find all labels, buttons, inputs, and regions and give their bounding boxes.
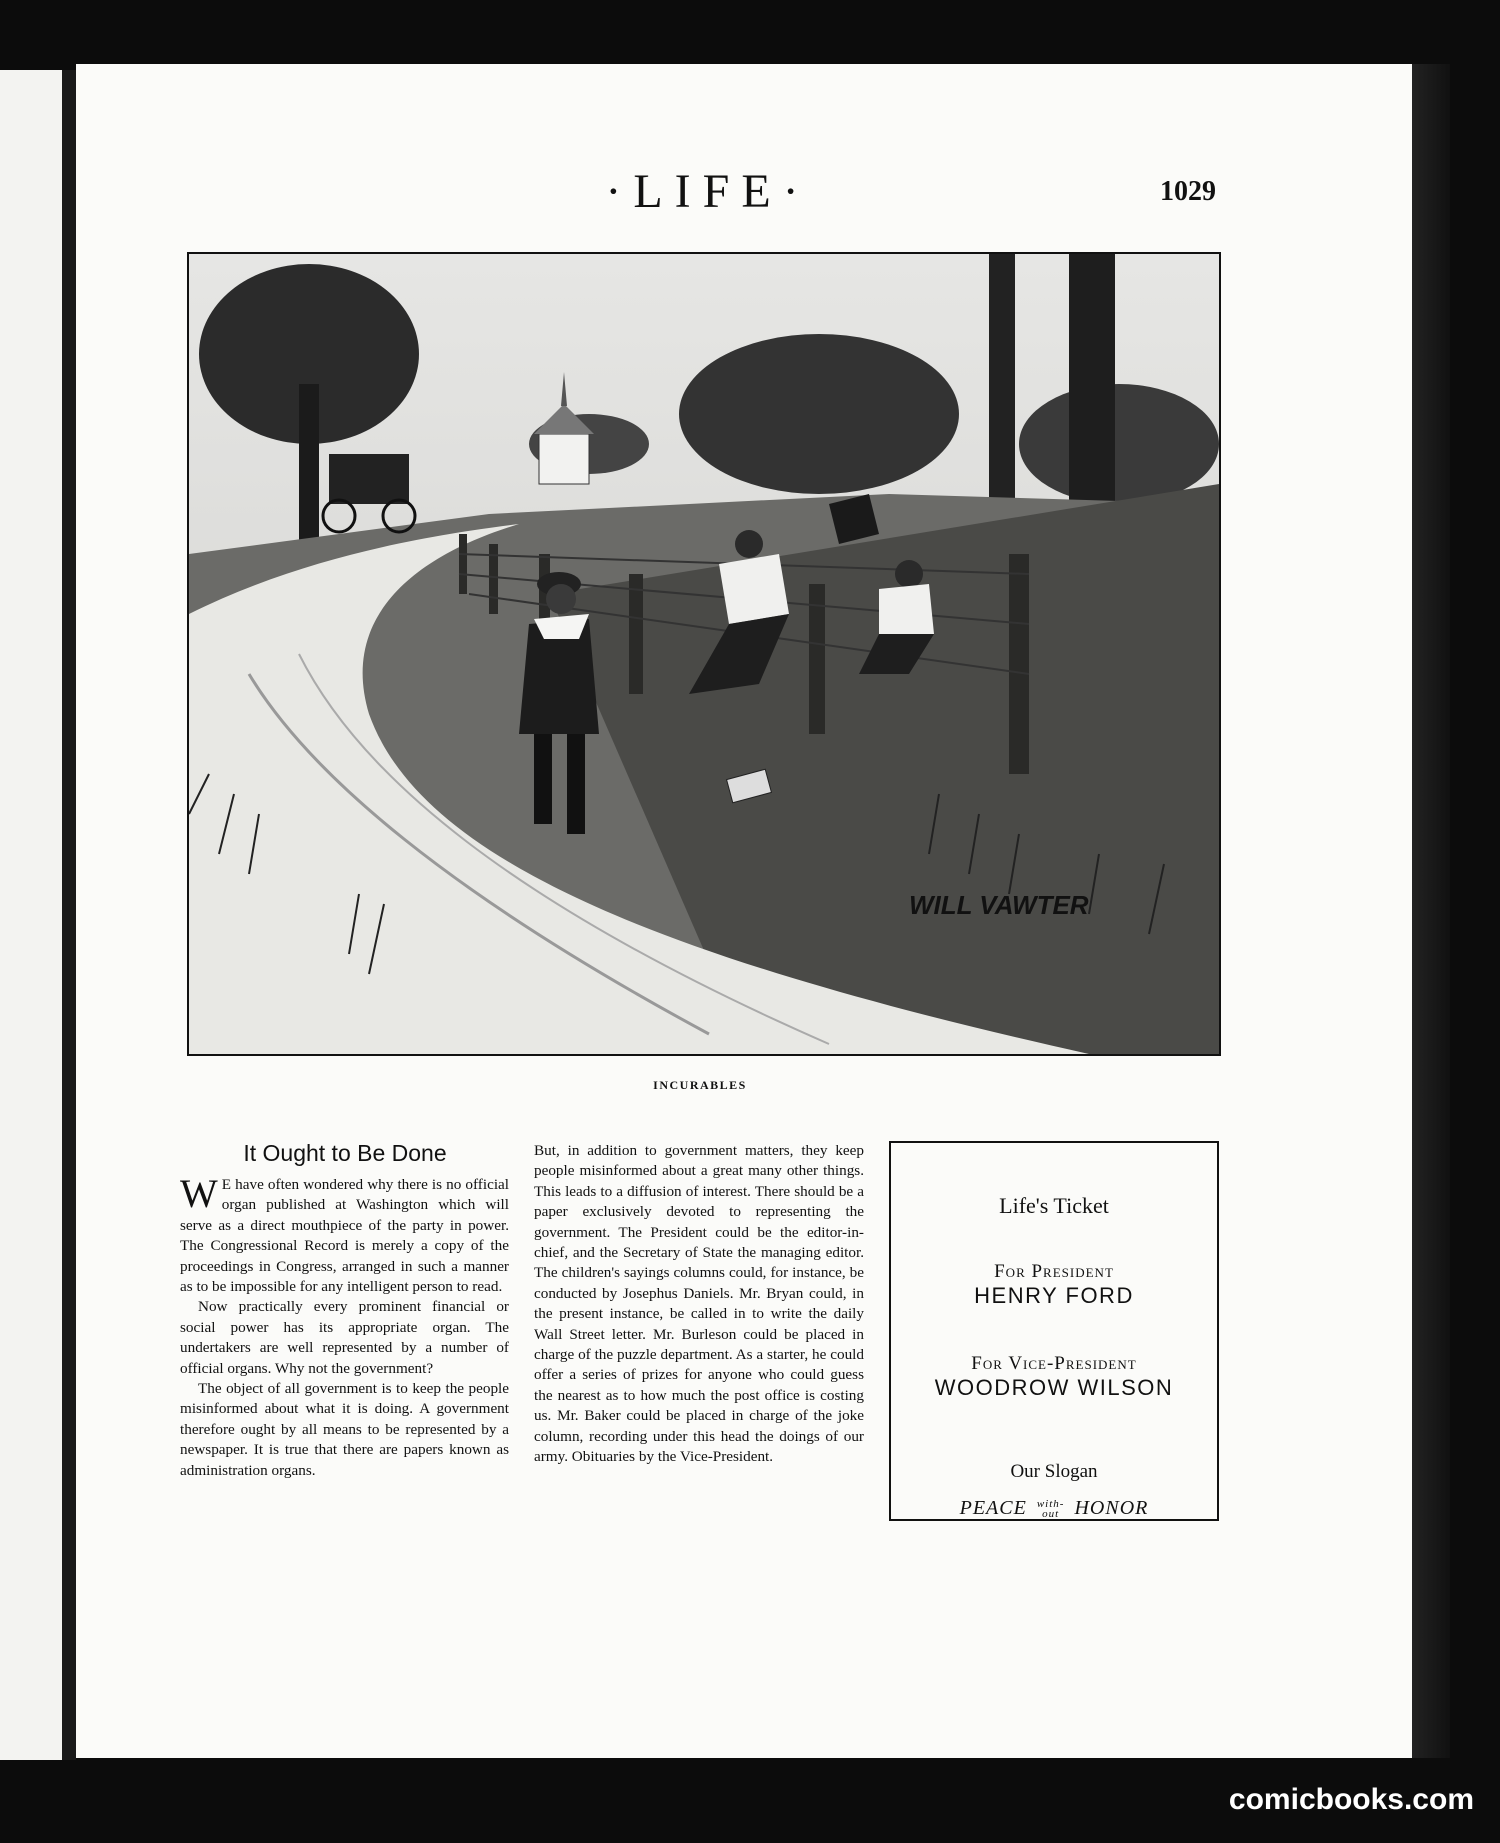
- president-block: [891, 1261, 1217, 1309]
- facing-page-edge: [0, 70, 64, 1760]
- slogan-left: PEACE: [959, 1497, 1027, 1519]
- page-shadow: [1412, 64, 1450, 1758]
- slogan-heading: Our Slogan: [1010, 1461, 1098, 1482]
- vice-president-label: For Vice-President: [971, 1353, 1137, 1374]
- site-watermark: comicbooks.com: [1228, 1783, 1474, 1816]
- vice-president-name: WOODROW WILSON: [934, 1375, 1174, 1400]
- article-paragraph: Now practically every prominent financial or social power has its appropriate organ. The undertakers are well represented by a number of official organs. Why not the government?: [180, 1298, 509, 1377]
- article-column-2: [534, 1141, 864, 1468]
- article-paragraph: But, in addition to government matters, they keep people misinformed about a great many other things. This leads to a diffusion of interest. There should be a paper exclusively devoted to representing the government. The President could be the editor-in-chief, and the Secretary of State the managing editor. The children's sayings columns could, for instance, be conducted by Josephus Daniels. Mr. Bryan could, in the present instance, be called in to write the daily Wall Street letter. Mr. Burleson could be placed in charge of the puzzle department. As a starter, he could offer a series of prizes for anyone who could guess the nearest as to how much the post office is costing us. Mr. Baker could be placed in charge of the joke column, recording under this head the doings of our army. Obituaries by the Vice-President.: [534, 1142, 864, 1466]
- vice-president-block: [891, 1353, 1217, 1401]
- president-label: For President: [994, 1261, 1114, 1282]
- drop-cap: W: [180, 1171, 218, 1216]
- page-number: 1029: [1160, 176, 1216, 207]
- slogan-connector: with- out: [1036, 1498, 1065, 1521]
- article-paragraph: The object of all government is to keep the people misinformed about what it is doing. A government therefore ought by all means to be represented by a newspaper. It is true that there are papers known as administration organs.: [180, 1380, 509, 1479]
- article-column-1: [180, 1171, 509, 1481]
- ticket-heading: Life's Ticket: [999, 1193, 1109, 1218]
- binding-gutter: [62, 70, 76, 1760]
- illustration-incurables: [187, 252, 1221, 1056]
- article-paragraph: W E have often wondered why there is no official organ published at Washington which will serve as a direct mouthpiece of the party in power. The Congressional Record is merely a copy of the proceedings in Congress, arranged in such a manner as to be impossible for any intelligent person to read.: [180, 1171, 509, 1296]
- lifes-ticket-box: [889, 1141, 1219, 1521]
- artist-signature: WILL VAWTER: [909, 890, 1089, 920]
- article-title: It Ought to Be Done: [243, 1140, 447, 1166]
- masthead: ·LIFE·: [605, 165, 811, 218]
- illustration-caption: INCURABLES: [653, 1078, 747, 1092]
- slogan: [891, 1497, 1217, 1520]
- president-name: HENRY FORD: [974, 1283, 1134, 1308]
- slogan-right: HONOR: [1074, 1497, 1149, 1519]
